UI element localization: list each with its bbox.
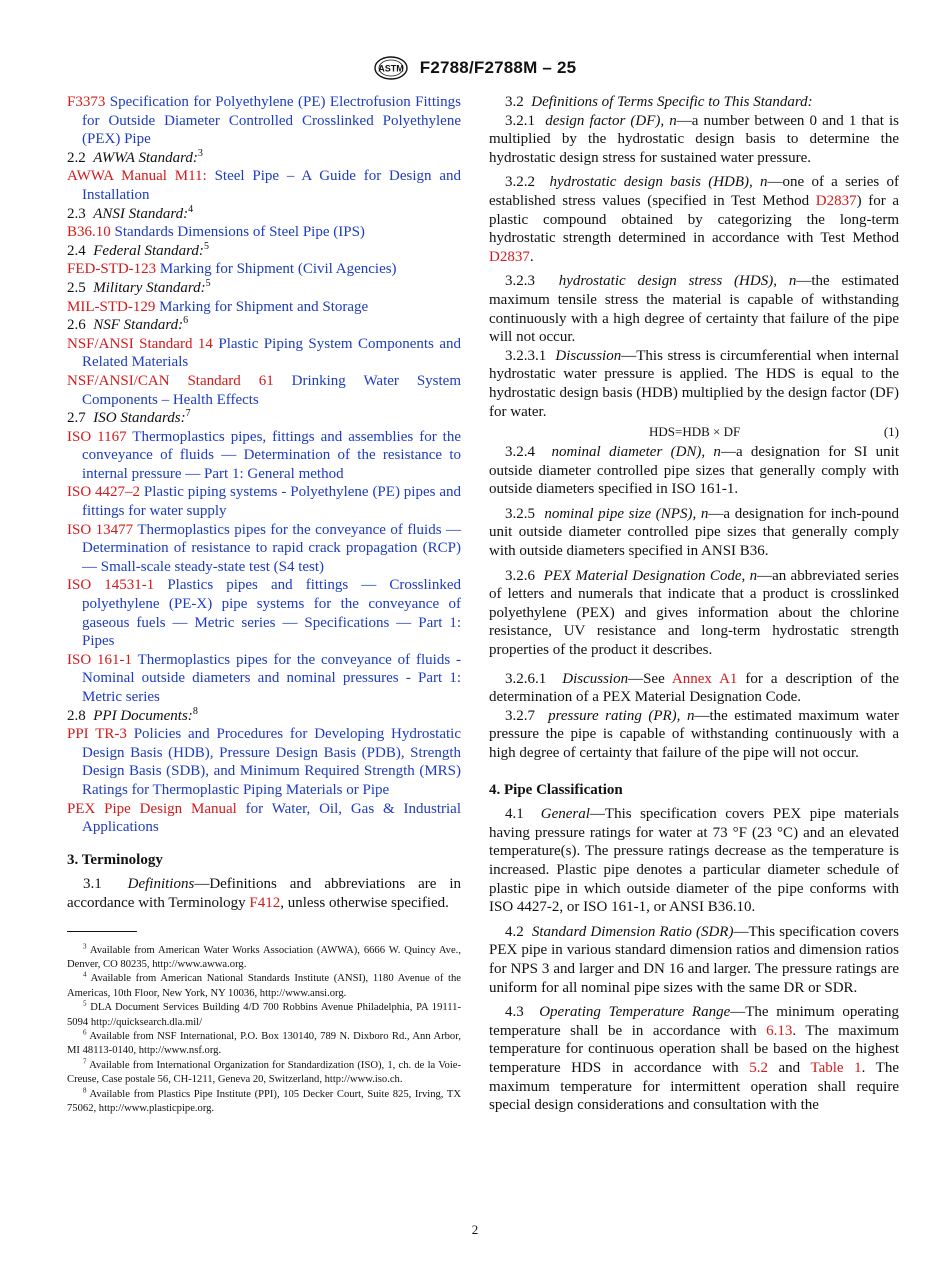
footnote-7: $^7$ Available from International Organization for Standardization (ISO), 1, ch. de la Voie-Creuse, Case postale 56, CH-1211, Geneva 20, Switzerland, http://www.iso.ch. — [67, 1057, 461, 1086]
reference-awwa-m11 — [67, 167, 461, 204]
paragraph-4-2: 4.2 Standard Dimension Ratio (SDR)—This specification covers PEX pipe in various standard dimension ratios and dimension ratios for NPS 3 and larger and DN 16 and larger. The pressure ratings are uniform for all nominal pipe sizes with the same DR or SDR. — [489, 923, 900, 996]
section-2-2: 2.2 AWWA Standard:$^3$ — [67, 147, 203, 166]
footnote-4: $^4$ Available from American National Standards Institute (ANSI), 1180 Avenue of the Americas, 10th Floor, New York, NY 10036, http://www.ansi.org. — [67, 970, 461, 999]
ref-code-link[interactable]: FED-STD-123 — [67, 261, 157, 278]
reference-b36-10 — [67, 223, 461, 242]
definition-3-2-5: 3.2.5 nominal pipe size (NPS), n—a designation for inch-pound unit outside diameter controlled pipe sizes that generally comply with outside diameters specified in ANSI B36. — [489, 505, 900, 560]
reference-iso-4427-2 — [67, 483, 461, 520]
reference-iso-161-1 — [67, 651, 461, 707]
reference-f3373 — [67, 93, 461, 149]
document-designation: F2788/F2788M – 25 — [419, 58, 577, 77]
equation-text: HDS=HDB × DF — [649, 424, 741, 440]
definition-3-2-6: 3.2.6 PEX Material Designation Code, n—an abbreviated series of letters and numerals that indicate that a product is crosslinked polyethylene (PEX) and gives information about the chlorine resistance, UV resistance and long-term hydrostatic strength properties of the product it describes. — [489, 567, 899, 659]
astm-logo-icon — [374, 56, 408, 80]
section-heading-terminology: 3. Terminology — [67, 851, 163, 868]
ref-title-link[interactable]: Plastic Piping System Components and Related Materials — [82, 335, 461, 371]
ref-code-link[interactable]: ISO 14531-1 — [67, 577, 155, 594]
ref-title-link[interactable]: Plastics pipes and fittings — Crosslinked polyethylene (PE-X) pipe systems for the conveyance of gaseous fuels — Metric series — Specifications — Part 1: Pipes — [82, 577, 462, 650]
definition-3-2-2: 3.2.2 hydrostatic design basis (HDB), n—one of a series of established stress values (specified in Test Method D2837) for a plastic compound obtained by categorizing the long-term hydrostatic strength determined in accordance with Test Method D2837. — [489, 174, 899, 265]
ref-code-link[interactable]: MIL-STD-129 — [67, 298, 156, 315]
footnote-8: $^8$ Available from Plastics Pipe Institute (PPI), 105 Decker Court, Suite 825, Irving, TX 75062, http://www.plasticpipe.org. — [67, 1086, 461, 1114]
reference-mil-std-129 — [67, 298, 461, 317]
section-2-5: 2.5 Military Standard:$^5$ — [67, 277, 211, 296]
footnote-divider — [67, 931, 137, 932]
ref-title-link[interactable]: Thermoplastics pipes, fittings and assemblies for the conveyance of fluids — Determination of the resistance to internal pressure — Part 1: General method — [82, 428, 461, 482]
ref-code-link[interactable]: NSF/ANSI/CAN Standard 61 — [67, 372, 274, 389]
ref-title-link[interactable]: Thermoplastics pipes for the conveyance of fluids — Determination of resistance to rapid crack propagation (RCP) — Small-scale steady-state test (S4 test) — [82, 521, 462, 575]
ref-code-link[interactable]: ISO 4427–2 — [67, 484, 141, 501]
footnote-6: $^6$ Available from NSF International, P.O. Box 130140, 789 N. Dixboro Rd., Ann Arbor, MI 48113-0140, http://www.nsf.org. — [67, 1028, 461, 1057]
reference-fed-std-123 — [67, 260, 461, 279]
link-table-1[interactable]: Table 1 — [810, 1059, 862, 1076]
discussion-3-2-6-1: 3.2.6.1 Discussion—See Annex A1 for a description of the determination of a PEX Material Designation Code. — [489, 670, 900, 706]
ref-code-link[interactable]: PPI TR-3 — [67, 726, 127, 743]
reference-iso-13477 — [67, 521, 461, 577]
paragraph-4-1: 4.1 General—This specification covers PEX pipe materials having pressure ratings for water at 73 °F (23 °C) and an elevated temperature(s). The pressure ratings decrease as the temperature is increased. Plastic pipe denotes a particular diameter schedule of plastic pipe in which outside diameter of the pipe conforms with ISO 4427-2, or ISO 161-1, or ANSI B36.10. — [489, 806, 899, 916]
definition-3-2-1: 3.2.1 design factor (DF), n—a number between 0 and 1 that is multiplied by the hydrostatic design basis to determine the hydrostatic design stress for sustained water pressure. — [489, 112, 900, 166]
link-d2837[interactable]: D2837 — [489, 248, 530, 265]
definition-3-2-4: 3.2.4 nominal diameter (DN), n—a designation for SI unit outside diameter controlled pipe sizes that generally comply with outside diameters specified in ISO 161-1. — [489, 444, 899, 498]
ref-title-link[interactable]: Marking for Shipment and Storage — [159, 298, 369, 315]
page-header — [0, 56, 950, 82]
footnote-3: $^3$ Available from American Water Works Association (AWWA), 6666 W. Quincy Ave., Denver, CO 80235, http://www.awwa.org. — [67, 942, 461, 970]
right-column — [489, 93, 899, 1115]
section-heading-pipe-classification: 4. Pipe Classification — [489, 781, 623, 798]
ref-title-link[interactable]: Drinking Water System Components – Health Effects — [82, 372, 461, 408]
link-6-13[interactable]: 6.13 — [766, 1022, 793, 1039]
paragraph-4-3: 4.3 Operating Temperature Range—The minimum operating temperature shall be in accordance with 6.13. The maximum temperature for continuous operation shall be based on the highest temperature HDS in accordance with 5.2 and Table 1. The maximum temperature for intermittent operation shall require special design considerations and consultation with the — [489, 1004, 900, 1114]
ref-title-link[interactable]: Marking for Shipment (Civil Agencies) — [159, 261, 397, 278]
ref-code-link[interactable]: AWWA Manual M11: — [67, 168, 207, 185]
left-column — [67, 93, 461, 1116]
ref-title-link[interactable]: Standards Dimensions of Steel Pipe (IPS) — [114, 224, 365, 241]
paragraph-3-1: 3.1 Definitions—Definitions and abbreviations are in accordance with Terminology F412, unless otherwise specified. — [67, 876, 462, 911]
ref-title-link[interactable]: Plastic piping systems - Polyethylene (PE) pipes and fittings for water supply — [82, 484, 462, 520]
link-annex-a1[interactable]: Annex A1 — [671, 670, 738, 687]
ref-code-link[interactable]: B36.10 — [67, 224, 111, 241]
ref-code-link[interactable]: ISO 13477 — [67, 521, 134, 538]
definition-3-2-7: 3.2.7 pressure rating (PR), n—the estimated maximum water pressure the pipe is capable of withstanding continuously with a high degree of certainty that failure of the pipe will not occur. — [489, 707, 899, 761]
link-f412[interactable]: F412 — [249, 894, 281, 911]
section-2-8: 2.8 PPI Documents:$^8$ — [67, 705, 198, 724]
reference-nsf-14 — [67, 335, 461, 372]
section-3-2: 3.2 Definitions of Terms Specific to This Standard: — [505, 94, 813, 110]
ref-code-link[interactable]: F3373 — [67, 94, 106, 110]
definition-3-2-3: 3.2.3 hydrostatic design stress (HDS), n—the estimated maximum tensile stress the material is capable of withstanding continuously with a high degree of certainty that failure of the pipe will not occur. — [489, 273, 899, 346]
link-d2837[interactable]: D2837 — [815, 192, 857, 209]
equation-1 — [489, 421, 899, 443]
ref-code-link[interactable]: ISO 161-1 — [67, 651, 133, 668]
reference-iso-1167 — [67, 428, 461, 484]
reference-ppi-tr-3 — [67, 725, 461, 799]
astm-logo-text: ASTM — [378, 63, 404, 74]
ref-title-link[interactable]: Thermoplastics pipes for the conveyance of fluids - Nominal outside diameters and nominal pressures - Part 1: Metric series — [82, 651, 462, 705]
ref-code-link[interactable]: ISO 1167 — [67, 428, 127, 445]
page-number: 2 — [471, 1222, 479, 1237]
link-5-2[interactable]: 5.2 — [749, 1059, 768, 1076]
section-2-6: 2.6 NSF Standard:$^6$ — [67, 315, 189, 334]
equation-number: (1) — [883, 424, 899, 440]
discussion-3-2-3-1: 3.2.3.1 Discussion—This stress is circumferential when internal hydrostatic water pressure is applied. The HDS is equal to the hydrostatic design basis (HDB) multiplied by the design factor (DF) for water. — [489, 347, 899, 420]
section-2-3: 2.3 ANSI Standard:$^4$ — [67, 203, 194, 222]
reference-iso-14531-1 — [67, 576, 461, 650]
ref-code-link[interactable]: NSF/ANSI Standard 14 — [67, 335, 213, 352]
ref-title-link[interactable]: Policies and Procedures for Developing Hydrostatic Design Basis (HDB), Pressure Design Basis (PDB), Strength Design Basis (SDB), and Minimum Required Strength (MRS) Ratings for Thermoplastic Piping Materials or Pipe — [82, 726, 461, 798]
footnote-5: $^5$ DLA Document Services Building 4/D 700 Robbins Avenue Philadelphia, PA 19111-5094 http://quicksearch.dla.mil/ — [67, 999, 461, 1028]
ref-title-link[interactable]: Steel Pipe – A Guide for Design and Installation — [82, 168, 462, 203]
ref-title-link[interactable]: for Water, Oil, Gas & Industrial Applications — [82, 800, 461, 836]
ref-title-link[interactable]: Specification for Polyethylene (PE) Electrofusion Fittings for Outside Diameter Controlled Crosslinked Polyethylene (PEX) Pipe — [82, 94, 462, 148]
reference-nsf-61 — [67, 372, 461, 409]
reference-pex-design-manual — [67, 800, 461, 837]
section-2-7: 2.7 ISO Standards:$^7$ — [67, 408, 191, 427]
ref-code-link[interactable]: PEX Pipe Design Manual — [67, 800, 237, 817]
section-2-4: 2.4 Federal Standard:$^5$ — [67, 240, 209, 259]
